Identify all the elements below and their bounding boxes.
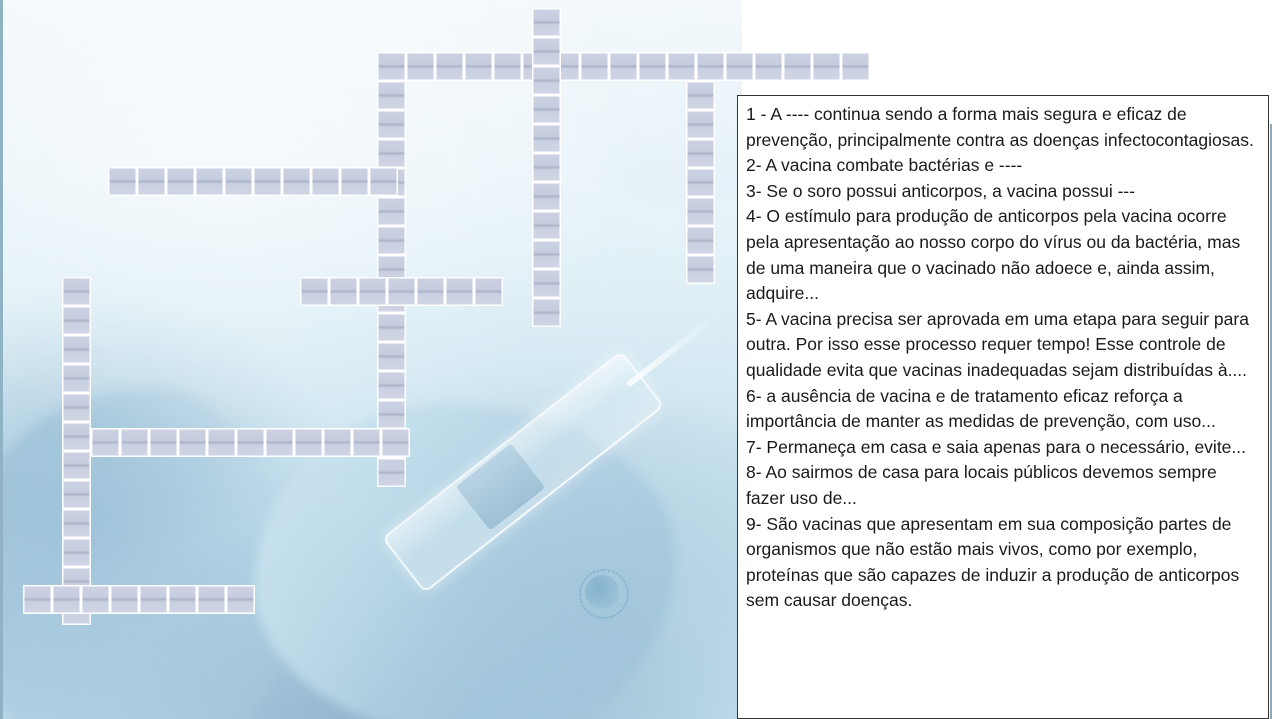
crossword-cell[interactable] xyxy=(377,226,406,255)
clue-item: 3- Se o soro possui anticorpos, a vacina possui --- xyxy=(746,180,1136,201)
crossword-cell[interactable] xyxy=(62,509,91,538)
crossword-cell[interactable] xyxy=(667,52,696,81)
crossword-cell[interactable] xyxy=(110,585,139,614)
crossword-cell[interactable] xyxy=(178,428,207,457)
crossword-cell[interactable] xyxy=(62,451,91,480)
crossword-cell[interactable] xyxy=(300,277,329,306)
crossword-cell[interactable] xyxy=(120,428,149,457)
crossword-cell[interactable] xyxy=(532,211,561,240)
crossword-cell[interactable] xyxy=(224,167,253,196)
crossword-cell[interactable] xyxy=(323,428,352,457)
crossword-cell[interactable] xyxy=(62,306,91,335)
crossword-cell[interactable] xyxy=(369,167,398,196)
clue-list xyxy=(746,102,1258,614)
crossword-cell[interactable] xyxy=(377,52,406,81)
crossword-cell[interactable] xyxy=(62,364,91,393)
crossword-cell[interactable] xyxy=(377,81,406,110)
crossword-cell[interactable] xyxy=(377,458,406,487)
crossword-cell[interactable] xyxy=(253,167,282,196)
crossword-cell[interactable] xyxy=(725,52,754,81)
crossword-cell[interactable] xyxy=(416,277,445,306)
crossword-cell[interactable] xyxy=(377,313,406,342)
clue-panel xyxy=(737,95,1269,719)
crossword-cell[interactable] xyxy=(686,139,715,168)
crossword-cell[interactable] xyxy=(754,52,783,81)
crossword-cell[interactable] xyxy=(149,428,178,457)
clue-item: 7- Permaneça em casa e saia apenas para o necessário, evite... xyxy=(746,436,1246,457)
crossword-cell[interactable] xyxy=(377,139,406,168)
crossword-cell[interactable] xyxy=(686,110,715,139)
crossword-cell[interactable] xyxy=(377,342,406,371)
crossword-cell[interactable] xyxy=(609,52,638,81)
crossword-cell[interactable] xyxy=(294,428,323,457)
crossword-cell[interactable] xyxy=(62,538,91,567)
crossword-cell[interactable] xyxy=(168,585,197,614)
crossword-cell[interactable] xyxy=(81,585,110,614)
crossword-cell[interactable] xyxy=(686,81,715,110)
crossword-cell[interactable] xyxy=(377,371,406,400)
crossword-cell[interactable] xyxy=(464,52,493,81)
crossword-cell[interactable] xyxy=(686,168,715,197)
crossword-cell[interactable] xyxy=(377,197,406,226)
crossword-cell[interactable] xyxy=(841,52,870,81)
crossword-cell[interactable] xyxy=(329,277,358,306)
crossword-cell[interactable] xyxy=(387,277,416,306)
crossword-cell[interactable] xyxy=(686,226,715,255)
crossword-cell[interactable] xyxy=(195,167,224,196)
crossword-cell[interactable] xyxy=(686,197,715,226)
crossword-cell[interactable] xyxy=(532,269,561,298)
crossword-cell[interactable] xyxy=(91,428,120,457)
crossword-cell[interactable] xyxy=(139,585,168,614)
crossword-cell[interactable] xyxy=(377,400,406,429)
crossword-cell[interactable] xyxy=(532,182,561,211)
crossword-cell[interactable] xyxy=(783,52,812,81)
clue-item: 8- Ao sairmos de casa para locais públicos devemos sempre fazer uso de... xyxy=(746,462,1217,508)
crossword-cell[interactable] xyxy=(236,428,265,457)
crossword-cell[interactable] xyxy=(62,277,91,306)
crossword-cell[interactable] xyxy=(532,153,561,182)
crossword-cell[interactable] xyxy=(62,422,91,451)
crossword-cell[interactable] xyxy=(532,240,561,269)
crossword-cell[interactable] xyxy=(638,52,667,81)
crossword-cell[interactable] xyxy=(696,52,725,81)
crossword-cell[interactable] xyxy=(265,428,294,457)
crossword-cell[interactable] xyxy=(207,428,236,457)
crossword-cell[interactable] xyxy=(23,585,52,614)
crossword-cell[interactable] xyxy=(62,335,91,364)
crossword-cell[interactable] xyxy=(137,167,166,196)
crossword-cell[interactable] xyxy=(532,66,561,95)
crossword-cell[interactable] xyxy=(311,167,340,196)
clue-item: 9- São vacinas que apresentam em sua composição partes de organismos que não estão mais vivos, como por exemplo, proteínas que são capazes de induzir a produção de anticorpos sem causar doenças. xyxy=(746,513,1240,611)
crossword-cell[interactable] xyxy=(532,95,561,124)
crossword-cell[interactable] xyxy=(340,167,369,196)
crossword-cell[interactable] xyxy=(474,277,503,306)
crossword-cell[interactable] xyxy=(493,52,522,81)
clue-item: 2- A vacina combate bactérias e ---- xyxy=(746,155,1023,176)
crossword-cell[interactable] xyxy=(166,167,195,196)
crossword-cell[interactable] xyxy=(377,110,406,139)
crossword-cell[interactable] xyxy=(532,8,561,37)
crossword-cell[interactable] xyxy=(812,52,841,81)
clue-item: 4- O estímulo para produção de anticorpos pela vacina ocorre pela apresentação ao nosso corpo do vírus ou da bactéria, mas de uma maneira que o vacinado não adoece e, ainda assim, adquire... xyxy=(746,206,1241,304)
crossword-cell[interactable] xyxy=(52,585,81,614)
clue-item: 6- a ausência de vacina e de tratamento eficaz reforça a importância de manter as medidas de prevenção, com uso... xyxy=(746,385,1216,432)
clue-item: 1 - A ---- continua sendo a forma mais segura e eficaz de prevenção, principalmente contra as doenças infectocontagiosas. xyxy=(746,104,1254,150)
page-edge-line-right xyxy=(1270,124,1272,719)
crossword-cell[interactable] xyxy=(381,428,410,457)
crossword-cell[interactable] xyxy=(62,480,91,509)
crossword-cell[interactable] xyxy=(435,52,464,81)
crossword-cell[interactable] xyxy=(532,124,561,153)
crossword-cell[interactable] xyxy=(686,255,715,284)
crossword-cell[interactable] xyxy=(532,37,561,66)
crossword-cell[interactable] xyxy=(226,585,255,614)
crossword-cell[interactable] xyxy=(352,428,381,457)
crossword-cell[interactable] xyxy=(445,277,474,306)
crossword-cell[interactable] xyxy=(62,393,91,422)
crossword-cell[interactable] xyxy=(358,277,387,306)
crossword-cell[interactable] xyxy=(580,52,609,81)
crossword-cell[interactable] xyxy=(282,167,311,196)
crossword-cell[interactable] xyxy=(197,585,226,614)
crossword-cell[interactable] xyxy=(406,52,435,81)
clue-item: 5- A vacina precisa ser aprovada em uma etapa para seguir para outra. Por isso esse processo requer tempo! Esse controle de qualidade evita que vacinas inadequadas sejam distribuídas à.... xyxy=(746,308,1249,380)
crossword-cell[interactable] xyxy=(532,298,561,327)
crossword-cell[interactable] xyxy=(108,167,137,196)
